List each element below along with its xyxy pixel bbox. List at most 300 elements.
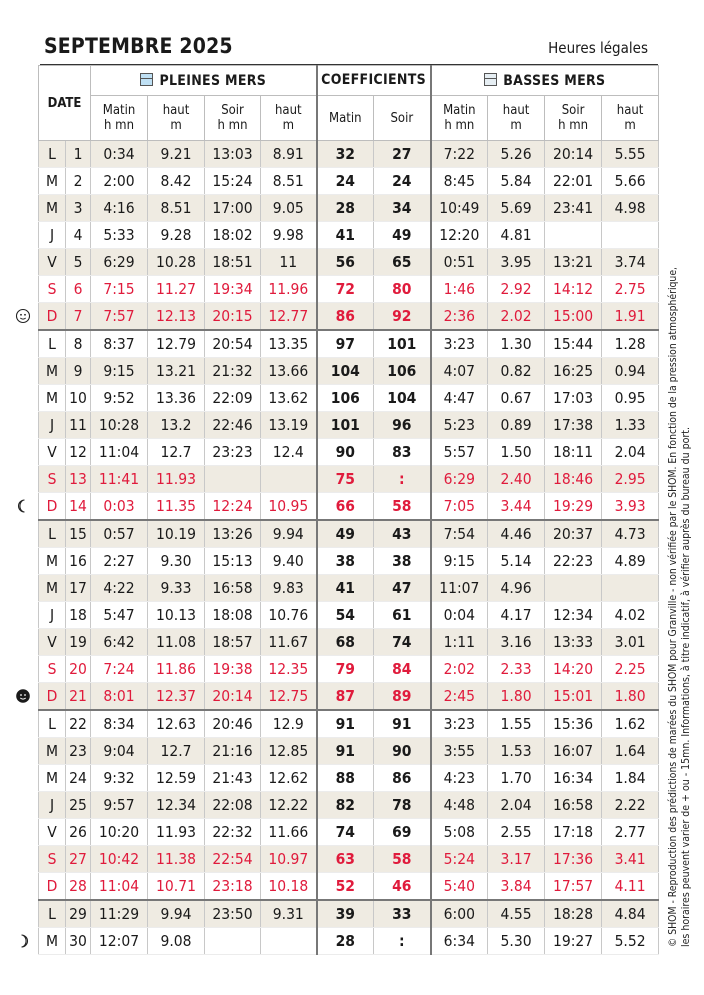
bm-evening-height: 4.98 xyxy=(602,195,659,222)
pm-evening-height: 8.51 xyxy=(261,168,317,195)
pm-morning-height: 10.19 xyxy=(148,520,205,548)
pm-morning-height: 12.37 xyxy=(148,683,205,711)
bm-evening-time: 12:34 xyxy=(545,602,602,629)
coef-evening: 69 xyxy=(374,819,431,846)
pm-morning-time: 5:47 xyxy=(91,602,148,629)
pm-morning-time: 7:24 xyxy=(91,656,148,683)
bm-evening-height: 3.93 xyxy=(602,493,659,521)
pm-evening-time: 16:58 xyxy=(205,575,261,602)
tide-rows xyxy=(39,141,659,955)
bm-evening-time: 18:46 xyxy=(545,466,602,493)
pm-morning-height: 8.42 xyxy=(148,168,205,195)
bm-morning-time: 1:46 xyxy=(431,276,488,303)
table-row xyxy=(39,602,659,629)
day-number: 15 xyxy=(66,520,91,548)
bm-morning-height: 3.95 xyxy=(488,249,545,276)
bm-morning-time: 7:05 xyxy=(431,493,488,521)
coef-evening: : xyxy=(374,928,431,955)
coef-evening: 33 xyxy=(374,900,431,928)
coef-evening: 27 xyxy=(374,141,431,168)
day-letter: M xyxy=(39,548,66,575)
table-row xyxy=(39,249,659,276)
pm-morning-height: 12.79 xyxy=(148,330,205,358)
day-number: 21 xyxy=(66,683,91,711)
bm-evening-height: 3.74 xyxy=(602,249,659,276)
tide-table xyxy=(38,65,659,955)
bm-evening-time: 13:33 xyxy=(545,629,602,656)
pm-evening-height: 10.76 xyxy=(261,602,317,629)
pm-evening-time: 21:32 xyxy=(205,358,261,385)
pm-morning-height: 10.13 xyxy=(148,602,205,629)
coef-morning: 56 xyxy=(317,249,374,276)
coef-morning: 28 xyxy=(317,195,374,222)
pm-morning-height-header: haut m xyxy=(148,96,205,141)
pm-morning-height: 11.35 xyxy=(148,493,205,521)
coef-morning: 72 xyxy=(317,276,374,303)
pm-evening-time: 12:24 xyxy=(205,493,261,521)
bm-evening-height: 4.11 xyxy=(602,873,659,901)
pm-morning-height: 12.59 xyxy=(148,765,205,792)
bm-evening-time: 15:36 xyxy=(545,710,602,738)
pm-evening-height: 11 xyxy=(261,249,317,276)
bm-morning-height: 4.46 xyxy=(488,520,545,548)
high-tides-header xyxy=(91,66,317,96)
bm-evening-height: 2.25 xyxy=(602,656,659,683)
day-letter: M xyxy=(39,575,66,602)
bm-evening-height: 2.22 xyxy=(602,792,659,819)
bm-morning-height: 0.67 xyxy=(488,385,545,412)
day-number: 20 xyxy=(66,656,91,683)
day-letter: D xyxy=(39,873,66,901)
bm-evening-time: 15:01 xyxy=(545,683,602,711)
day-letter: V xyxy=(39,249,66,276)
bm-evening-time-header: Soir h mn xyxy=(545,96,602,141)
pm-evening-height: 10.97 xyxy=(261,846,317,873)
bm-morning-time: 5:24 xyxy=(431,846,488,873)
bm-evening-height: 4.02 xyxy=(602,602,659,629)
bm-evening-height: 3.41 xyxy=(602,846,659,873)
bm-morning-time: 4:07 xyxy=(431,358,488,385)
table-row xyxy=(39,873,659,901)
bm-evening-height xyxy=(602,575,659,602)
pm-evening-height: 11.96 xyxy=(261,276,317,303)
bm-morning-height: 1.30 xyxy=(488,330,545,358)
day-letter: M xyxy=(39,168,66,195)
bm-morning-height: 4.96 xyxy=(488,575,545,602)
bm-morning-time: 0:51 xyxy=(431,249,488,276)
day-letter: J xyxy=(39,792,66,819)
bm-morning-time: 2:45 xyxy=(431,683,488,711)
pm-morning-time: 6:42 xyxy=(91,629,148,656)
coef-evening: 86 xyxy=(374,765,431,792)
pm-morning-time: 4:16 xyxy=(91,195,148,222)
day-number: 7 xyxy=(66,303,91,331)
pm-evening-time: 22:54 xyxy=(205,846,261,873)
pm-morning-height: 9.08 xyxy=(148,928,205,955)
pm-morning-height: 10.71 xyxy=(148,873,205,901)
pm-evening-time: 18:51 xyxy=(205,249,261,276)
day-letter: M xyxy=(39,928,66,955)
coef-morning: 24 xyxy=(317,168,374,195)
pm-evening-time: 17:00 xyxy=(205,195,261,222)
day-letter: M xyxy=(39,765,66,792)
bm-morning-time: 6:00 xyxy=(431,900,488,928)
day-letter: J xyxy=(39,602,66,629)
bm-evening-height: 1.84 xyxy=(602,765,659,792)
pm-evening-time: 22:32 xyxy=(205,819,261,846)
bm-evening-time: 17:57 xyxy=(545,873,602,901)
coef-morning: 101 xyxy=(317,412,374,439)
coef-morning: 86 xyxy=(317,303,374,331)
coef-evening: 49 xyxy=(374,222,431,249)
coef-evening: 84 xyxy=(374,656,431,683)
pm-evening-height: 10.95 xyxy=(261,493,317,521)
bm-evening-time xyxy=(545,222,602,249)
bm-morning-height: 1.53 xyxy=(488,738,545,765)
bm-morning-height: 2.92 xyxy=(488,276,545,303)
bm-evening-height: 5.52 xyxy=(602,928,659,955)
bm-evening-height: 2.77 xyxy=(602,819,659,846)
table-row xyxy=(39,792,659,819)
pm-evening-height xyxy=(261,466,317,493)
day-letter: L xyxy=(39,900,66,928)
pm-evening-height: 12.35 xyxy=(261,656,317,683)
coef-evening: 46 xyxy=(374,873,431,901)
coef-evening: 90 xyxy=(374,738,431,765)
pm-morning-height: 13.36 xyxy=(148,385,205,412)
copyright-line-1: © SHOM - Reproduction des prédictions de marées du SHOM pour Granville - non vérifiée par le SHOM. En fonction de la pression atmosphérique, xyxy=(668,276,679,947)
pm-evening-height: 13.66 xyxy=(261,358,317,385)
bm-evening-time: 16:25 xyxy=(545,358,602,385)
coef-morning: 90 xyxy=(317,439,374,466)
pm-morning-height: 9.28 xyxy=(148,222,205,249)
coef-evening: 43 xyxy=(374,520,431,548)
table-row xyxy=(39,330,659,358)
pm-evening-height: 11.67 xyxy=(261,629,317,656)
coef-evening-header: Soir xyxy=(374,96,431,141)
bm-morning-time: 8:45 xyxy=(431,168,488,195)
page-title: SEPTEMBRE 2025 xyxy=(44,34,233,58)
low-tides-header xyxy=(431,66,659,96)
coef-morning: 79 xyxy=(317,656,374,683)
coef-evening: 61 xyxy=(374,602,431,629)
bm-evening-height: 5.55 xyxy=(602,141,659,168)
coef-morning: 38 xyxy=(317,548,374,575)
pm-evening-height: 9.83 xyxy=(261,575,317,602)
pm-evening-height: 8.91 xyxy=(261,141,317,168)
pm-evening-height: 12.9 xyxy=(261,710,317,738)
coef-evening: 58 xyxy=(374,846,431,873)
bm-morning-height: 5.14 xyxy=(488,548,545,575)
table-row xyxy=(39,303,659,331)
pm-morning-height: 12.63 xyxy=(148,710,205,738)
bm-evening-time: 14:20 xyxy=(545,656,602,683)
coef-morning: 66 xyxy=(317,493,374,521)
pm-morning-time: 12:07 xyxy=(91,928,148,955)
bm-evening-time: 20:14 xyxy=(545,141,602,168)
pm-morning-height: 13.2 xyxy=(148,412,205,439)
coef-morning: 104 xyxy=(317,358,374,385)
pm-morning-height: 9.30 xyxy=(148,548,205,575)
pm-morning-time: 4:22 xyxy=(91,575,148,602)
bm-evening-height: 1.62 xyxy=(602,710,659,738)
day-number: 25 xyxy=(66,792,91,819)
day-letter: S xyxy=(39,466,66,493)
new-moon-icon xyxy=(15,688,31,704)
copyright-line-2: les horaires peuvent varier de + ou - 15mn. Informations, à titre indicatif, à vérifier auprès du bureau du port. xyxy=(681,442,692,947)
pm-evening-height: 12.85 xyxy=(261,738,317,765)
coef-evening: 101 xyxy=(374,330,431,358)
table-row xyxy=(39,141,659,168)
pm-evening-height-header: haut m xyxy=(261,96,317,141)
coef-evening: 38 xyxy=(374,548,431,575)
day-number: 5 xyxy=(66,249,91,276)
pm-evening-height: 9.98 xyxy=(261,222,317,249)
bm-evening-height: 4.84 xyxy=(602,900,659,928)
pm-morning-time: 0:34 xyxy=(91,141,148,168)
pm-evening-time: 18:02 xyxy=(205,222,261,249)
page-subtitle: Heures légales xyxy=(548,39,648,57)
bm-morning-height: 1.80 xyxy=(488,683,545,711)
day-number: 4 xyxy=(66,222,91,249)
day-letter: V xyxy=(39,819,66,846)
high-tide-icon xyxy=(140,73,153,86)
pm-morning-height: 12.7 xyxy=(148,439,205,466)
pm-morning-time: 11:41 xyxy=(91,466,148,493)
pm-evening-height: 9.94 xyxy=(261,520,317,548)
bm-evening-height: 0.95 xyxy=(602,385,659,412)
bm-evening-time: 13:21 xyxy=(545,249,602,276)
day-letter: M xyxy=(39,195,66,222)
coefficients-header: COEFFICIENTS xyxy=(317,66,431,96)
bm-morning-height: 5.69 xyxy=(488,195,545,222)
pm-morning-time: 2:27 xyxy=(91,548,148,575)
pm-morning-height: 11.38 xyxy=(148,846,205,873)
pm-evening-time: 23:50 xyxy=(205,900,261,928)
bm-evening-height: 0.94 xyxy=(602,358,659,385)
day-number: 30 xyxy=(66,928,91,955)
day-number: 9 xyxy=(66,358,91,385)
bm-evening-height: 1.33 xyxy=(602,412,659,439)
coef-evening: 92 xyxy=(374,303,431,331)
table-row xyxy=(39,493,659,521)
pm-evening-time: 15:24 xyxy=(205,168,261,195)
coef-morning: 54 xyxy=(317,602,374,629)
pm-evening-height: 13.62 xyxy=(261,385,317,412)
day-letter: L xyxy=(39,330,66,358)
bm-morning-time: 7:22 xyxy=(431,141,488,168)
pm-morning-time: 8:01 xyxy=(91,683,148,711)
pm-evening-time: 22:09 xyxy=(205,385,261,412)
bm-morning-time: 10:49 xyxy=(431,195,488,222)
coef-morning-header: Matin xyxy=(317,96,374,141)
bm-evening-height: 1.80 xyxy=(602,683,659,711)
bm-morning-time: 3:23 xyxy=(431,330,488,358)
coef-evening: 47 xyxy=(374,575,431,602)
pm-morning-time: 9:15 xyxy=(91,358,148,385)
bm-morning-time: 5:40 xyxy=(431,873,488,901)
day-number: 28 xyxy=(66,873,91,901)
pm-evening-height: 11.66 xyxy=(261,819,317,846)
coef-morning: 49 xyxy=(317,520,374,548)
coef-morning: 41 xyxy=(317,575,374,602)
bm-evening-time: 17:36 xyxy=(545,846,602,873)
bm-evening-time: 16:34 xyxy=(545,765,602,792)
coef-morning: 97 xyxy=(317,330,374,358)
pm-evening-time: 21:43 xyxy=(205,765,261,792)
pm-morning-time: 0:57 xyxy=(91,520,148,548)
coef-evening: 78 xyxy=(374,792,431,819)
bm-morning-time: 6:29 xyxy=(431,466,488,493)
bm-morning-height: 4.17 xyxy=(488,602,545,629)
table-row xyxy=(39,412,659,439)
pm-evening-time: 20:46 xyxy=(205,710,261,738)
day-letter: M xyxy=(39,385,66,412)
bm-morning-time: 11:07 xyxy=(431,575,488,602)
bm-morning-time: 3:55 xyxy=(431,738,488,765)
coef-morning: 32 xyxy=(317,141,374,168)
day-letter: S xyxy=(39,656,66,683)
full-moon-icon xyxy=(15,308,31,324)
coef-morning: 74 xyxy=(317,819,374,846)
coef-evening: 74 xyxy=(374,629,431,656)
pm-evening-time: 20:54 xyxy=(205,330,261,358)
bm-morning-time: 0:04 xyxy=(431,602,488,629)
bm-morning-time: 5:57 xyxy=(431,439,488,466)
bm-evening-time: 17:03 xyxy=(545,385,602,412)
table-row xyxy=(39,629,659,656)
pm-morning-height: 12.13 xyxy=(148,303,205,331)
day-number: 23 xyxy=(66,738,91,765)
table-row xyxy=(39,846,659,873)
table-row xyxy=(39,765,659,792)
pm-morning-time: 11:29 xyxy=(91,900,148,928)
table-row xyxy=(39,168,659,195)
bm-morning-time: 4:23 xyxy=(431,765,488,792)
day-letter: S xyxy=(39,846,66,873)
table-row xyxy=(39,439,659,466)
day-number: 18 xyxy=(66,602,91,629)
bm-morning-time: 4:48 xyxy=(431,792,488,819)
pm-morning-time: 9:04 xyxy=(91,738,148,765)
bm-morning-height: 3.84 xyxy=(488,873,545,901)
pm-morning-time: 10:28 xyxy=(91,412,148,439)
pm-evening-time: 19:34 xyxy=(205,276,261,303)
day-letter: J xyxy=(39,412,66,439)
coef-morning: 39 xyxy=(317,900,374,928)
coef-morning: 91 xyxy=(317,738,374,765)
bm-evening-time: 17:38 xyxy=(545,412,602,439)
coef-evening: 106 xyxy=(374,358,431,385)
pm-evening-time: 19:38 xyxy=(205,656,261,683)
day-number: 19 xyxy=(66,629,91,656)
table-row xyxy=(39,548,659,575)
bm-evening-time: 15:44 xyxy=(545,330,602,358)
bm-evening-time: 15:00 xyxy=(545,303,602,331)
day-number: 26 xyxy=(66,819,91,846)
coef-evening: : xyxy=(374,466,431,493)
bm-evening-time xyxy=(545,575,602,602)
day-number: 2 xyxy=(66,168,91,195)
table-row xyxy=(39,385,659,412)
coef-morning: 87 xyxy=(317,683,374,711)
pm-morning-time: 6:29 xyxy=(91,249,148,276)
day-letter: V xyxy=(39,439,66,466)
table-row xyxy=(39,222,659,249)
low-tide-icon xyxy=(484,73,497,86)
low-tides-label: BASSES MERS xyxy=(503,72,606,89)
table-row xyxy=(39,276,659,303)
pm-morning-height: 10.28 xyxy=(148,249,205,276)
day-number: 22 xyxy=(66,710,91,738)
bm-morning-time: 5:23 xyxy=(431,412,488,439)
coef-evening: 65 xyxy=(374,249,431,276)
pm-morning-time: 10:42 xyxy=(91,846,148,873)
day-number: 17 xyxy=(66,575,91,602)
table-row xyxy=(39,738,659,765)
pm-evening-height: 9.31 xyxy=(261,900,317,928)
bm-morning-height: 3.44 xyxy=(488,493,545,521)
bm-morning-height: 1.55 xyxy=(488,710,545,738)
coef-evening: 34 xyxy=(374,195,431,222)
bm-evening-time: 16:58 xyxy=(545,792,602,819)
pm-evening-time: 22:46 xyxy=(205,412,261,439)
pm-evening-time: 13:03 xyxy=(205,141,261,168)
pm-evening-height: 13.35 xyxy=(261,330,317,358)
pm-morning-time: 0:03 xyxy=(91,493,148,521)
pm-morning-time: 5:33 xyxy=(91,222,148,249)
pm-morning-height: 8.51 xyxy=(148,195,205,222)
day-number: 29 xyxy=(66,900,91,928)
copyright-note xyxy=(660,263,697,947)
bm-morning-height: 3.17 xyxy=(488,846,545,873)
table-row xyxy=(39,819,659,846)
pm-morning-height: 11.93 xyxy=(148,819,205,846)
coef-evening: 24 xyxy=(374,168,431,195)
day-letter: M xyxy=(39,738,66,765)
table-row xyxy=(39,575,659,602)
day-number: 11 xyxy=(66,412,91,439)
bm-morning-time: 2:36 xyxy=(431,303,488,331)
bm-evening-height: 1.64 xyxy=(602,738,659,765)
pm-evening-time: 20:15 xyxy=(205,303,261,331)
bm-evening-time: 16:07 xyxy=(545,738,602,765)
pm-morning-time: 9:32 xyxy=(91,765,148,792)
pm-evening-height: 12.4 xyxy=(261,439,317,466)
pm-morning-height: 11.08 xyxy=(148,629,205,656)
pm-evening-height: 12.77 xyxy=(261,303,317,331)
bm-morning-height: 2.02 xyxy=(488,303,545,331)
bm-morning-time: 2:02 xyxy=(431,656,488,683)
date-header: DATE xyxy=(39,66,91,141)
day-number: 10 xyxy=(66,385,91,412)
pm-morning-time: 2:00 xyxy=(91,168,148,195)
pm-morning-height: 13.21 xyxy=(148,358,205,385)
pm-morning-time: 8:34 xyxy=(91,710,148,738)
pm-evening-time: 18:08 xyxy=(205,602,261,629)
pm-morning-height: 12.34 xyxy=(148,792,205,819)
pm-evening-height: 12.22 xyxy=(261,792,317,819)
bm-morning-height: 1.50 xyxy=(488,439,545,466)
coef-morning: 91 xyxy=(317,710,374,738)
pm-morning-time: 11:04 xyxy=(91,439,148,466)
coef-morning: 41 xyxy=(317,222,374,249)
bm-morning-height: 1.70 xyxy=(488,765,545,792)
bm-morning-height: 0.82 xyxy=(488,358,545,385)
bm-morning-time: 3:23 xyxy=(431,710,488,738)
day-letter: L xyxy=(39,710,66,738)
bm-morning-time: 5:08 xyxy=(431,819,488,846)
